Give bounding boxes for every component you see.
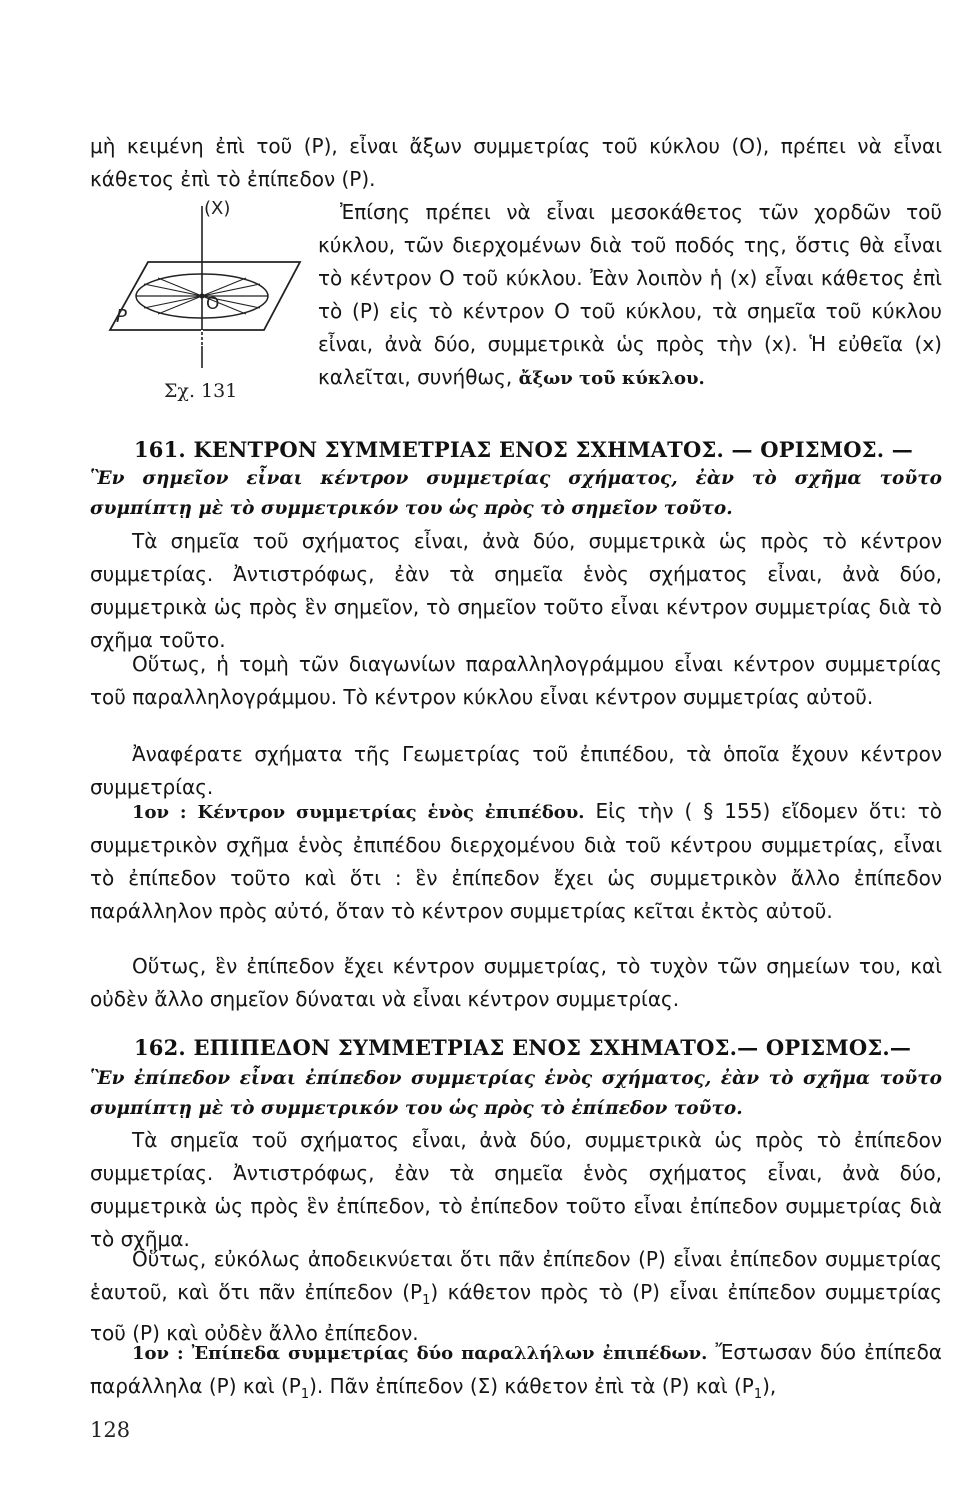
section-161-paragraph-2: Οὕτως, ἡ τομὴ τῶν διαγωνίων παραλληλογράμμου εἶναι κέντρον συμμετρίας τοῦ παραλληλογράμμου. Τὸ κέντρον κύκλου εἶναι κέντρον συμμετρίας αὐτοῦ. <box>90 652 942 709</box>
center-point <box>199 293 204 298</box>
p2-text-a: Οὕτως, εὐκόλως ἀποδεικνύεται ὅτι πᾶν ἐπίπεδον (Ρ) εἶναι ἐπίπεδον συμμετρίας ἑαυτοῦ, καὶ ὅτι πᾶν ἐπίπεδον (Ρ <box>90 1247 942 1304</box>
axis-of-circle-term: ἄξων τοῦ κύκλου. <box>518 368 705 389</box>
intro-paragraph: μὴ κειμένη ἐπὶ τοῦ (Ρ), εἶναι ἄξων συμμετρίας τοῦ κύκλου (Ο), πρέπει νὰ εἶναι κάθετος ἐπὶ τὸ ἐπίπεδον (Ρ). <box>90 134 942 191</box>
p3-text-b: ). Πᾶν ἐπίπεδον (Σ) κάθετον ἐπὶ τὰ (Ρ) καὶ (Ρ <box>309 1374 754 1398</box>
p3-text-c: ), <box>762 1374 777 1398</box>
section-161-definition: Ἓν σημεῖον εἶναι κέντρον συμμετρίας σχήματος, ἐὰν τὸ σχῆμα τοῦτο συμπίπτῃ μὲ τὸ συμμετρικόν του ὡς πρὸς τὸ σημεῖον τοῦτο. <box>90 468 942 519</box>
section-161-paragraph-1: Τὰ σημεῖα τοῦ σχήματος εἶναι, ἀνὰ δύο, συμμετρικὰ ὡς πρὸς τὸ κέντρον συμμετρίας. Ἀντιστρόφως, ἐὰν τὰ σημεῖα ἑνὸς σχήματος εἶναι, ἀνὰ δύο, συμμετρικὰ ὡς πρὸς ἓν σημεῖον, τὸ σημεῖον τοῦτο εἶναι κέντρον συμμετρίας διὰ τὸ σχῆμα τοῦτο. <box>90 529 942 652</box>
figure-131 <box>88 196 316 410</box>
section-162-paragraph-2 <box>90 1243 942 1350</box>
side-paragraph <box>318 196 942 395</box>
p2-text-b: ) κάθετον πρὸς τὸ (Ρ) εἶναι ἐπίπεδον συμμετρίας τοῦ (Ρ) καὶ οὐδὲν ἄλλο ἐπίπεδον. <box>90 1280 942 1345</box>
side-text: Ἐπίσης πρέπει νὰ εἶναι μεσοκάθετος τῶν χορδῶν τοῦ κύκλου, τῶν διερχομένων διὰ τοῦ ποδός της, ὅστις θὰ εἶναι τὸ κέντρον Ο τοῦ κύκλου. Ἐὰν λοιπὸν ἡ (x) εἶναι κάθετος ἐπὶ τὸ (Ρ) εἰς τὸ κέντρον Ο τοῦ κύκλου, τὰ σημεῖα τοῦ κύκλου εἶναι, ἀνὰ δύο, συμμετρικὰ ὡς πρὸς τὴν (x). Ἡ εὐθεῖα (x) καλεῖται, συνήθως, <box>318 200 942 389</box>
section-161-paragraph-3: Ἀναφέρατε σχήματα τῆς Γεωμετρίας τοῦ ἐπιπέδου, τὰ ὁποῖα ἔχουν κέντρον συμμετρίας. <box>90 742 942 799</box>
section-161-heading: 161. ΚΕΝΤΡΟΝ ΣΥΜΜΕΤΡΙΑΣ ΕΝΟΣ ΣΧΗΜΑΤΟΣ. — ΟΡΙΣΜΟΣ. — <box>134 437 913 462</box>
section-162-paragraph-1: Τὰ σημεῖα τοῦ σχήματος εἶναι, ἀνὰ δύο, συμμετρικὰ ὡς πρὸς τὸ ἐπίπεδον συμμετρίας. Ἀντιστρόφως, ἐὰν τὰ σημεῖα ἑνὸς σχήματος εἶναι, ἀνὰ δύο, συμμετρικὰ ὡς πρὸς ἓν ἐπίπεδον, τὸ ἐπίπεδον τοῦτο εἶναι ἐπίπεδον συμμετρίας διὰ τὸ σχῆμα. <box>90 1128 942 1251</box>
page-number: 128 <box>90 1418 131 1442</box>
center-label: Ο <box>206 294 220 314</box>
section-161-paragraph-5: Οὕτως, ἓν ἐπίπεδον ἔχει κέντρον συμμετρίας, τὸ τυχὸν τῶν σημείων του, καὶ οὐδὲν ἄλλο σημεῖον δύναται νὰ εἶναι κέντρον συμμετρίας. <box>90 954 942 1011</box>
section-161-paragraph-4 <box>90 795 942 928</box>
p3-text-a: Ἔστωσαν δύο ἐπίπεδα παράλληλα (Ρ) καὶ (Ρ <box>90 1340 942 1398</box>
plane-label: Ρ <box>116 306 127 327</box>
p2-subscript: 1 <box>422 1293 431 1308</box>
center-of-plane-text: Εἰς τὴν ( § 155) εἴδομεν ὅτι: τὸ συμμετρικὸν σχῆμα ἑνὸς ἐπιπέδου διερχομένου διὰ τοῦ κέντρου συμμετρίας, εἶναι τὸ ἐπίπεδον τοῦτο καὶ ὅτι : ἓν ἐπίπεδον ἔχει ὡς συμμετρικὸν ἄλλο ἐπίπεδον παράλληλον πρὸς αὐτό, ὅταν τὸ κέντρον συμμετρίας κεῖται ἐκτὸς αὐτοῦ. <box>90 799 942 923</box>
figure-caption: Σχ. 131 <box>164 380 238 402</box>
section-162-definition: Ἓν ἐπίπεδον εἶναι ἐπίπεδον συμμετρίας ἑνὸς σχήματος, ἐὰν τὸ σχῆμα τοῦτο συμπίπτῃ μὲ τὸ συμμετρικόν του ὡς πρὸς τὸ ἐπίπεδον τοῦτο. <box>90 1068 942 1119</box>
p3-subscript-2: 1 <box>753 1387 763 1402</box>
center-of-plane-heading: 1ον : Κέντρον συμμετρίας ἑνὸς ἐπιπέδου. <box>132 802 585 823</box>
p3-subscript-1: 1 <box>300 1387 310 1402</box>
section-162-heading: 162. ΕΠΙΠΕΔΟΝ ΣΥΜΜΕΤΡΙΑΣ ΕΝΟΣ ΣΧΗΜΑΤΟΣ.— ΟΡΙΣΜΟΣ.— <box>134 1035 912 1060</box>
section-162-paragraph-3 <box>90 1336 942 1411</box>
parallel-planes-heading: 1ον : Ἐπίπεδα συμμετρίας δύο παραλλήλων ἐπιπέδων. <box>132 1343 708 1364</box>
axis-label: (Χ) <box>204 198 231 219</box>
circle-axis-diagram <box>88 196 316 410</box>
